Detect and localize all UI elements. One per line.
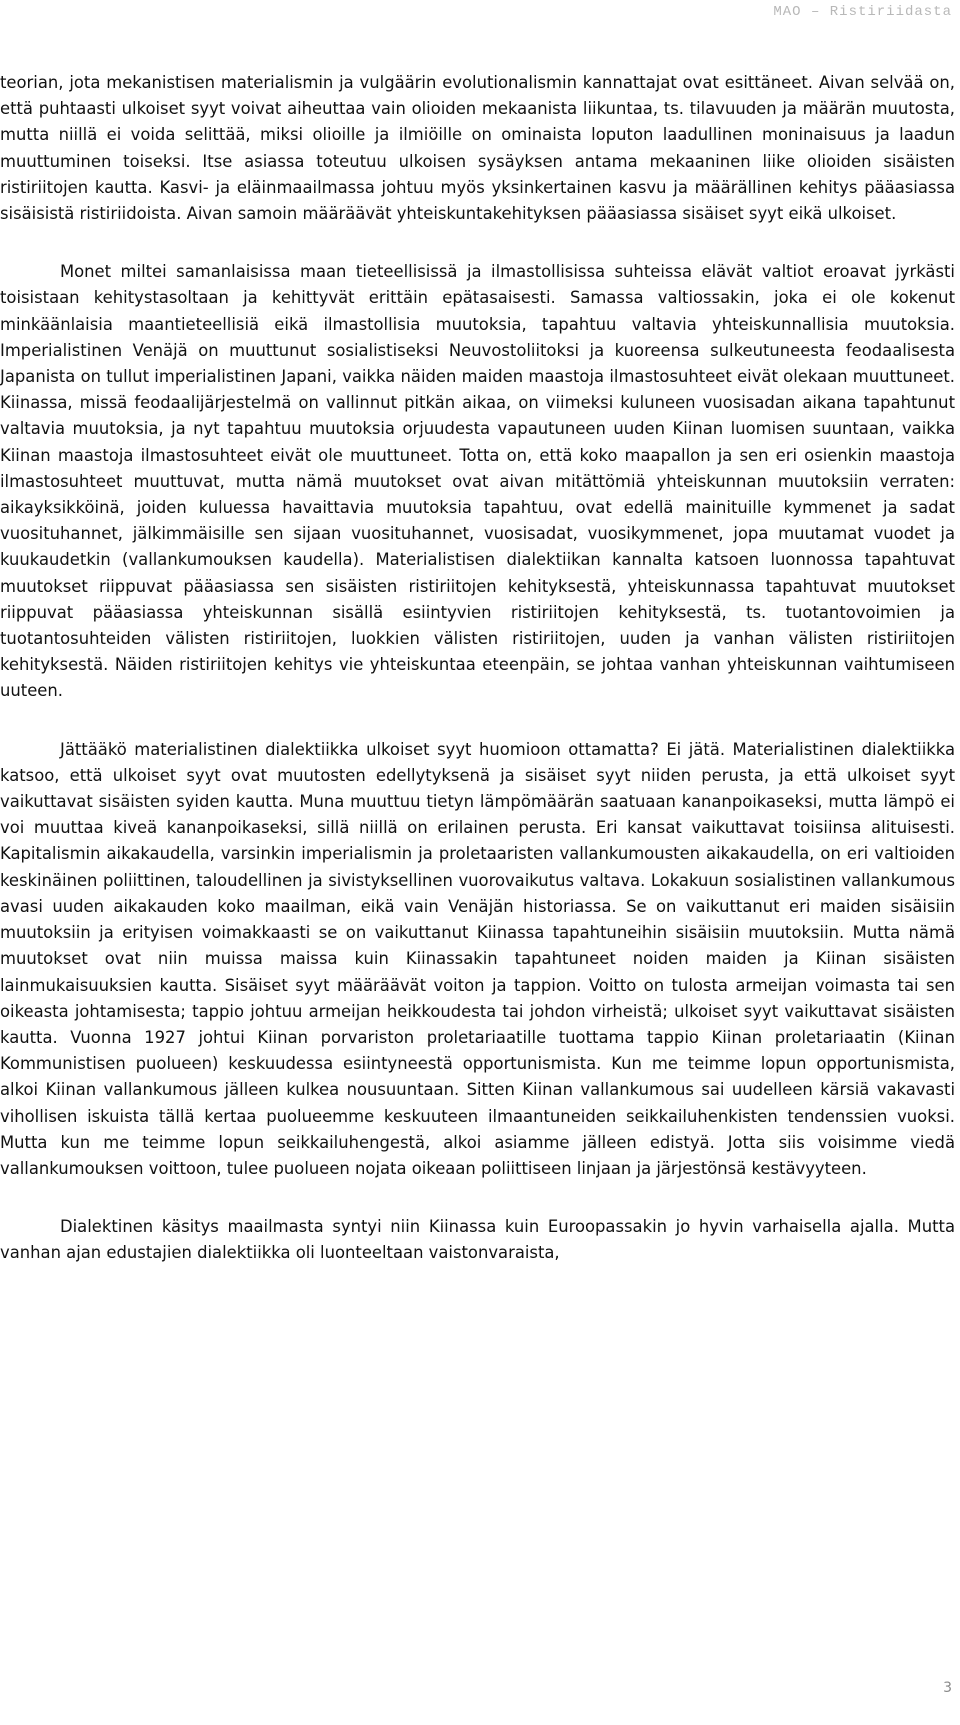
running-header: MAO – Ristiriidasta bbox=[773, 4, 952, 20]
paragraph-dialectical-view: Dialektinen käsitys maailmasta syntyi niin Kiinassa kuin Euroopassakin jo hyvin varhaisella ajalla. Mutta vanhan ajan edustajien dialektiikka oli luonteeltaan vaistonvaraista, bbox=[0, 1217, 955, 1263]
document-body bbox=[0, 70, 955, 1299]
paragraph-external-causes: Jättääkö materialistinen dialektiikka ulkoiset syyt huomioon ottamatta? Ei jätä. Materialistinen dialektiikka katsoo, että ulkoiset syyt ovat muutosten edellytyksenä ja sisäiset syyt niiden perusta, ja että ulkoiset syyt vaikuttavat sisäisten syiden kautta. Muna muuttuu tietyn lämpömäärän saatuaan kananpoikaseksi, mutta lämpö ei voi muuttaa kiveä kananpoikaseksi, sillä niillä on erilainen perusta. Eri kansat vaikuttavat toisiinsa alituisesti. Kapitalismin aikakaudella, varsinkin imperialismin ja proletaaristen vallankumousten aikakaudella, on eri valtioiden keskinäinen poliittinen, taloudellinen ja sivistyksellinen vuorovaikutus valtava. Lokakuun sosialistinen vallankumous avasi uuden aikakauden koko maailman, eikä vain Venäjän historiassa. Se on vaikuttanut eri maiden sisäisiin muutoksiin ja erityisen voimakkaasti se on vaikuttanut Kiinassa tapahtuneihin sisäisiin muutoksiin. Mutta nämä muutokset ovat niin muissa maissa kuin Kiinassakin tapahtuneet noiden maiden ja Kiinan sisäisten lainmukaisuuksien kautta. Sisäiset syyt määräävät voiton ja tappion. Voitto on tulosta armeijan voimasta tai sen oikeasta johtamisesta; tappio johtuu armeijan heikkoudesta tai johdon virheistä; ulkoiset syyt vaikuttavat sisäisten kautta. Vuonna 1927 johtui Kiinan porvariston proletariaatille tuottama tappio Kiinan proletariaatin (Kiinan Kommunistisen puolueen) keskuudessa esiintyneestä opportunismista. Kun me teimme lopun opportunismista, alkoi Kiinan vallankumous jälleen kulkea nousuuntaan. Sitten Kiinan vallankumous sai uudelleen kärsiä vakavasti vihollisen iskuista tällä kertaa puolueemme keskuuteen ilmaantuneiden seikkailuhenkisten tendenssien vuoksi. Mutta kun me teimme lopun seikkailuhengestä, alkoi asiamme jälleen edistyä. Jotta siis voisimme viedä vallankumouksen voittoon, tulee puolueen nojata oikeaan poliittiseen linjaan ja järjestönsä kestävyyteen. bbox=[0, 739, 955, 1178]
page-number: 3 bbox=[943, 1680, 952, 1696]
paragraph-continuation: teorian, jota mekanistisen materialismin ja vulgäärin evolutionalismin kannattajat ovat esittäneet. Aivan selvää on, että puhtaasti ulkoiset syyt voivat aiheuttaa vain olioiden mekaanista liikuntaa, ts. tilavuuden ja määrän muutosta, mutta niillä ei voida selittää, miksi olioille ja ilmiöille on ominaista loputon laadullinen moninaisuus ja laadun muuttuminen toiseksi. Itse asiassa toteutuu ulkoisen sysäyksen antama mekaaninen liike olioiden sisäisten ristiriitojen kautta. Kasvi- ja eläinmaailmassa johtuu myös yksinkertainen kasvu ja määrällinen kehitys pääasiassa sisäisistä ristiriidoista. Aivan samoin määräävät yhteiskuntakehityksen pääasiassa sisäiset syyt eikä ulkoiset. bbox=[0, 73, 955, 224]
paragraph-geography: Monet miltei samanlaisissa maan tieteellisissä ja ilmastollisissa suhteissa elävät valtiot eroavat jyrkästi toisistaan kehitystasoltaan ja kehittyvät erittäin epätasaisesti. Samassa valtiossakin, joka ei ole kokenut minkäänlaisia maantieteellisiä eikä ilmastollisia muutoksia, tapahtuu valtavia yhteiskunnallisia muutoksia. Imperialistinen Venäjä on muuttunut sosialistiseksi Neuvostoliitoksi ja kuoreensa sulkeutuneesta feodaalisesta Japanista on tullut imperialistinen Japani, vaikka näiden maiden maastoja ilmastosuhteet eivät olekaan muuttuneet. Kiinassa, missä feodaalijärjestelmä on vallinnut pitkän aikaa, on viimeksi kuluneen vuosisadan aikana tapahtunut valtavia muutoksia, ja nyt tapahtuu muutoksia orjuudesta vapautuneen uuden Kiinan luomisen suuntaan, vaikka Kiinan maastoja ilmastosuhteet eivät ole muuttuneet. Totta on, että koko maapallon ja sen eri osienkin maastoja ilmastosuhteet muuttuvat, mutta nämä muutokset ovat aivan mitättömiä yhteiskunnan muutoksiin verraten: aikayksikköinä, joiden kuluessa havaittavia muutoksia tapahtuu, ovat edellä mainituille kymmenet ja sadat vuosituhannet, jälkimmäisille sen sijaan vuosituhannet, vuosisadat, vuosikymmenet, jopa muutamat vuodet ja kuukaudetkin (vallankumouksen kaudella). Materialistisen dialektiikan kannalta katsoen luonnossa tapahtuvat muutokset riippuvat pääasiassa sen sisäisten ristiriitojen kehityksestä, yhteiskunnassa tapahtuvat muutokset riippuvat pääasiassa yhteiskunnan sisällä esiintyvien ristiriitojen kehityksestä, ts. tuotantovoimien ja tuotantosuhteiden välisten ristiriitojen, luokkien välisten ristiriitojen, uuden ja vanhan välisten ristiriitojen kehityksestä. Näiden ristiriitojen kehitys vie yhteiskuntaa eteenpäin, se johtaa vanhan yhteiskunnan vaihtumiseen uuteen. bbox=[0, 262, 955, 701]
